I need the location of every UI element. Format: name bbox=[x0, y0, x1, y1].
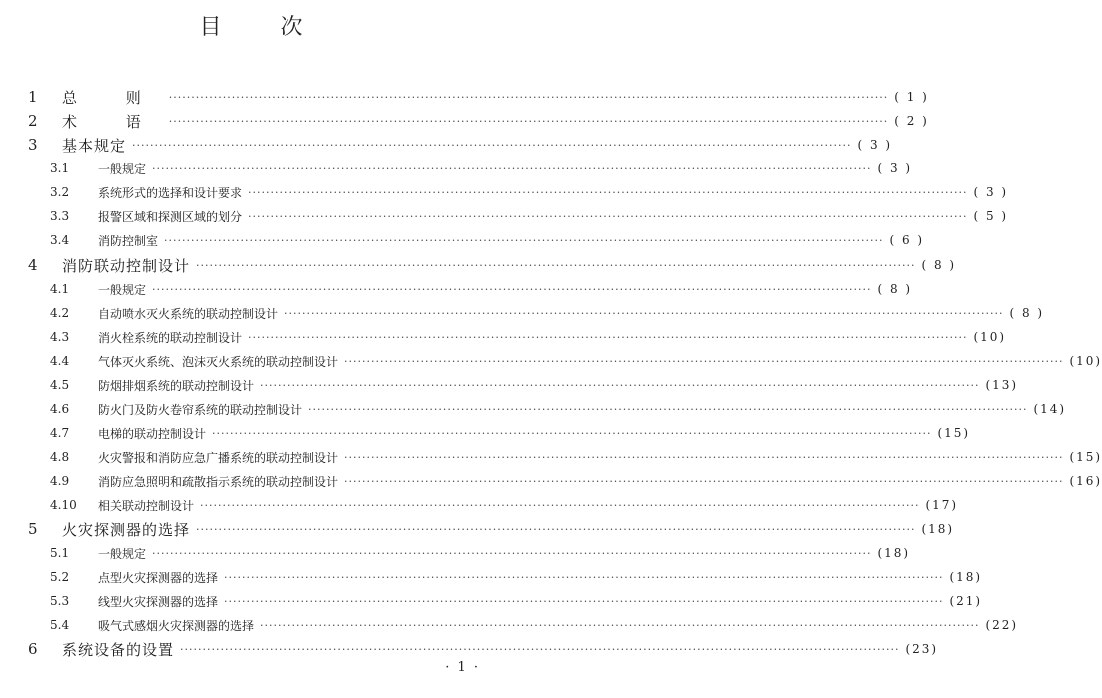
toc-entry-page: (15) bbox=[1069, 450, 1102, 464]
toc-entry-title: 电梯的联动控制设计 bbox=[98, 426, 207, 441]
toc-leader-dots: ································································································································································ bbox=[196, 258, 916, 272]
toc-entry-page: ( 2 ) bbox=[894, 114, 929, 128]
toc-entry-page: (18) bbox=[921, 522, 955, 536]
toc-entry-title: 防火门及防火卷帘系统的联动控制设计 bbox=[98, 402, 303, 417]
toc-entry-page: (21) bbox=[949, 594, 983, 608]
toc-entry-number: 4.7 bbox=[50, 426, 70, 440]
toc-leader-dots: ································································································································································ bbox=[132, 138, 852, 152]
page-number: · 1 · bbox=[445, 660, 480, 675]
toc-entry-page: (23) bbox=[905, 642, 939, 656]
toc-entry-number: 2 bbox=[28, 112, 38, 130]
toc-entry-title: 火灾探测器的选择 bbox=[62, 520, 191, 539]
toc-entry-page: (18) bbox=[949, 570, 983, 584]
toc-entry-page: ( 3 ) bbox=[857, 138, 893, 152]
toc-entry-page: (22) bbox=[985, 618, 1019, 632]
toc-leader-dots: ································································································································································ bbox=[152, 546, 872, 560]
toc-entry-title: 消火栓系统的联动控制设计 bbox=[98, 330, 243, 345]
toc-entry[interactable] bbox=[28, 374, 1019, 396]
toc-entry-page: ( 8 ) bbox=[921, 258, 957, 272]
toc-entry-number: 4.10 bbox=[50, 498, 77, 512]
toc-entry[interactable] bbox=[28, 350, 1102, 372]
toc-entry-number: 4.5 bbox=[50, 378, 70, 392]
toc-entry-title: 自动喷水灭火系统的联动控制设计 bbox=[98, 306, 279, 321]
toc-leader-dots: ································································································································································ bbox=[260, 378, 980, 392]
toc-entry[interactable] bbox=[28, 398, 1067, 420]
toc-entry-number: 4.9 bbox=[50, 474, 70, 488]
toc-entry-page: (10) bbox=[1069, 354, 1102, 368]
toc-leader-dots: ································································································································································ bbox=[248, 209, 968, 223]
toc-entry-number: 5.3 bbox=[50, 594, 70, 608]
toc-entry-page: (14) bbox=[1033, 402, 1067, 416]
toc-leader-dots: ································································································································································ bbox=[152, 161, 872, 175]
toc-entry-number: 4.3 bbox=[50, 330, 70, 344]
toc-leader-dots: ································································································································································ bbox=[200, 498, 920, 512]
toc-entry-title: 一般规定 bbox=[98, 546, 147, 561]
toc-entry-title: 点型火灾探测器的选择 bbox=[98, 570, 219, 585]
toc-entry[interactable] bbox=[28, 181, 1009, 203]
toc-entry[interactable] bbox=[28, 110, 929, 132]
toc-entry-title: 报警区域和探测区域的划分 bbox=[98, 209, 243, 224]
toc-leader-dots: ································································································································································ bbox=[308, 402, 1028, 416]
toc-entry-title: 一般规定 bbox=[98, 282, 147, 297]
page-title: 目 次 bbox=[199, 15, 329, 40]
toc-entry-title: 吸气式感烟火灾探测器的选择 bbox=[98, 618, 255, 633]
toc-leader-dots: ································································································································································ bbox=[168, 114, 889, 128]
toc-leader-dots: ································································································································································ bbox=[212, 426, 932, 440]
toc-entry-title: 一般规定 bbox=[98, 161, 147, 176]
toc-entry-number: 4 bbox=[28, 256, 38, 274]
toc-entry-page: (10) bbox=[973, 330, 1007, 344]
toc-leader-dots: ································································································································································ bbox=[180, 642, 900, 656]
toc-leader-dots: ································································································································································ bbox=[164, 233, 884, 247]
toc-entry-number: 4.6 bbox=[50, 402, 70, 416]
toc-entry[interactable] bbox=[28, 638, 939, 660]
toc-entry[interactable] bbox=[28, 229, 925, 251]
toc-leader-dots: ································································································································································ bbox=[224, 594, 944, 608]
toc-leader-dots: ································································································································································ bbox=[196, 522, 916, 536]
toc-entry-title: 线型火灾探测器的选择 bbox=[98, 594, 219, 609]
toc-leader-dots: ································································································································································ bbox=[248, 185, 968, 199]
toc-entry-number: 5.4 bbox=[50, 618, 70, 632]
toc-entry-title: 消防应急照明和疏散指示系统的联动控制设计 bbox=[98, 474, 339, 489]
toc-entry[interactable] bbox=[28, 326, 1007, 348]
toc-entry-page: (17) bbox=[925, 498, 959, 512]
toc-entry-page: (15) bbox=[937, 426, 971, 440]
toc-entry-page: ( 6 ) bbox=[889, 233, 925, 247]
toc-entry-number: 4.2 bbox=[50, 306, 70, 320]
toc-leader-dots: ································································································································································ bbox=[284, 306, 1004, 320]
toc-entry-title: 消防控制室 bbox=[98, 233, 159, 248]
toc-entry-page: (18) bbox=[877, 546, 911, 560]
toc-entry-title: 系统形式的选择和设计要求 bbox=[98, 185, 243, 200]
toc-entry[interactable] bbox=[28, 494, 959, 516]
toc-entry[interactable] bbox=[28, 205, 1009, 227]
toc-entry[interactable] bbox=[28, 254, 957, 276]
toc-entry-number: 3.2 bbox=[50, 185, 70, 199]
toc-leader-dots: ································································································································································ bbox=[344, 474, 1064, 488]
toc-entry[interactable] bbox=[28, 518, 955, 540]
toc-entry-page: (13) bbox=[985, 378, 1019, 392]
toc-entry[interactable] bbox=[28, 86, 929, 108]
toc-entry-title: 相关联动控制设计 bbox=[98, 498, 195, 513]
toc-entry-number: 6 bbox=[28, 640, 38, 658]
toc-entry-title: 术 语 bbox=[62, 112, 163, 131]
toc-entry[interactable] bbox=[28, 157, 913, 179]
toc-entry[interactable] bbox=[28, 614, 1019, 636]
toc-entry-page: ( 8 ) bbox=[877, 282, 913, 296]
toc-entry-page: ( 8 ) bbox=[1009, 306, 1045, 320]
toc-leader-dots: ································································································································································ bbox=[344, 450, 1064, 464]
toc-entry-number: 3.1 bbox=[50, 161, 70, 175]
toc-entry[interactable] bbox=[28, 590, 983, 612]
toc-entry[interactable] bbox=[28, 302, 1045, 324]
toc-entry[interactable] bbox=[28, 446, 1102, 468]
toc-entry-page: ( 5 ) bbox=[973, 209, 1009, 223]
toc-entry-number: 1 bbox=[28, 88, 38, 106]
toc-entry-title: 火灾警报和消防应急广播系统的联动控制设计 bbox=[98, 450, 339, 465]
toc-entry-number: 3 bbox=[28, 136, 38, 154]
toc-entry-number: 3.4 bbox=[50, 233, 70, 247]
toc-entry[interactable] bbox=[28, 278, 913, 300]
toc-entry-page: ( 3 ) bbox=[973, 185, 1009, 199]
toc-entry[interactable] bbox=[28, 134, 893, 156]
toc-entry-title: 气体灭火系统、泡沫灭火系统的联动控制设计 bbox=[98, 354, 339, 369]
toc-leader-dots: ································································································································································ bbox=[152, 282, 872, 296]
toc-entry[interactable] bbox=[28, 422, 971, 444]
toc-entry[interactable] bbox=[28, 542, 911, 564]
toc-entry-number: 5 bbox=[28, 520, 38, 538]
toc-entry-number: 4.1 bbox=[50, 282, 70, 296]
toc-entry-number: 4.8 bbox=[50, 450, 70, 464]
toc-entry-number: 5.2 bbox=[50, 570, 70, 584]
toc-entry-number: 5.1 bbox=[50, 546, 70, 560]
toc-entry-title: 总 则 bbox=[62, 88, 163, 107]
toc-entry-page: ( 1 ) bbox=[894, 90, 929, 104]
toc-entry-title: 基本规定 bbox=[62, 136, 127, 155]
toc-entry-number: 3.3 bbox=[50, 209, 70, 223]
toc-leader-dots: ································································································································································ bbox=[260, 618, 980, 632]
toc-entry[interactable] bbox=[28, 566, 983, 588]
toc-entry-page: (16) bbox=[1069, 474, 1102, 488]
toc-leader-dots: ································································································································································ bbox=[248, 330, 968, 344]
toc-entry-number: 4.4 bbox=[50, 354, 70, 368]
toc-leader-dots: ································································································································································ bbox=[168, 90, 889, 104]
toc-entry[interactable] bbox=[28, 470, 1102, 492]
toc-leader-dots: ································································································································································ bbox=[224, 570, 944, 584]
toc-entry-title: 防烟排烟系统的联动控制设计 bbox=[98, 378, 255, 393]
toc-entry-title: 消防联动控制设计 bbox=[62, 256, 191, 275]
toc-entry-page: ( 3 ) bbox=[877, 161, 913, 175]
toc-entry-title: 系统设备的设置 bbox=[62, 640, 175, 659]
toc-leader-dots: ································································································································································ bbox=[344, 354, 1064, 368]
